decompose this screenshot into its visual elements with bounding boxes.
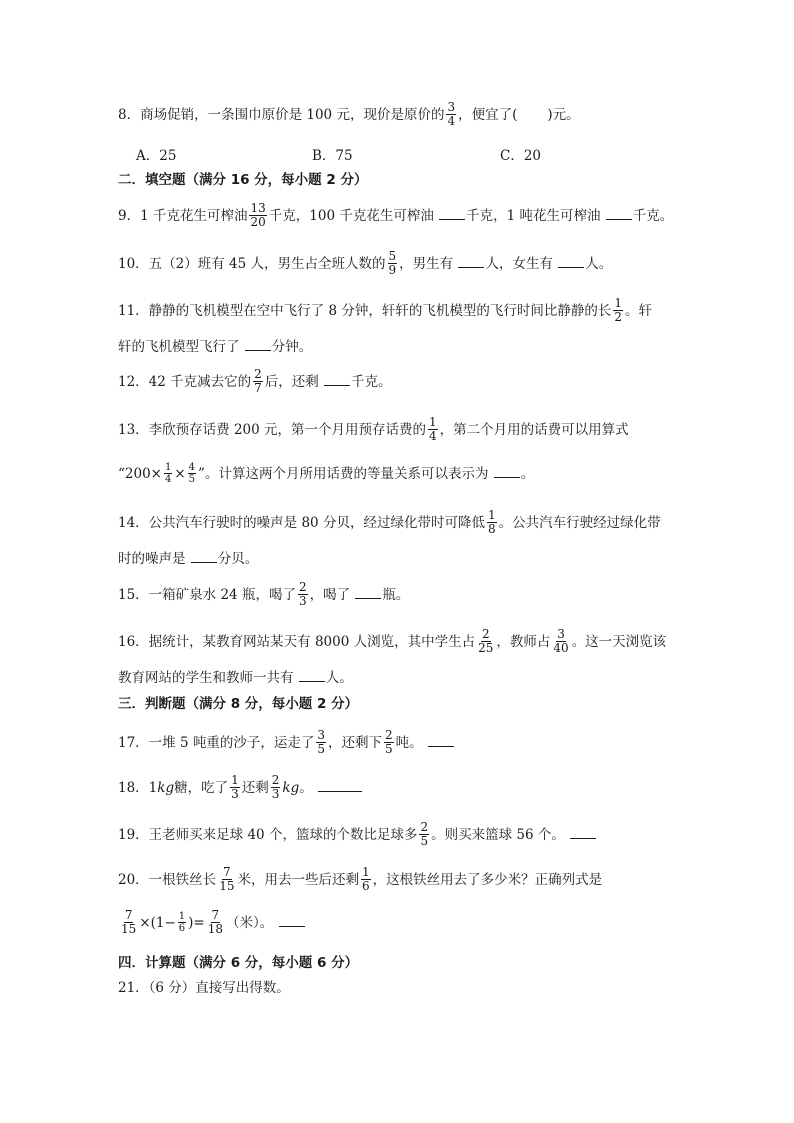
fraction-numerator: 2	[420, 820, 429, 834]
text-run: 后，还剩	[264, 374, 324, 390]
fraction-numerator: 1	[429, 415, 437, 429]
answer-blank[interactable]	[279, 912, 305, 927]
fraction-denominator: 15	[219, 879, 235, 893]
question-18	[118, 775, 363, 802]
text-run: 10．五（2）班有 45 人，男生占全班人数的	[118, 256, 386, 272]
answer-blank[interactable]	[428, 732, 454, 747]
text-run: （米）。	[226, 915, 278, 931]
text-run: 20．一根铁丝长	[118, 872, 217, 888]
text-run: 。轩	[625, 303, 652, 319]
fraction-denominator: 20	[250, 215, 266, 229]
fraction	[120, 909, 137, 936]
fraction	[428, 416, 438, 443]
text-run: 千克。	[632, 208, 674, 224]
question-21: 21．（6 分）直接写出得数。	[118, 980, 290, 996]
fraction-numerator: 5	[388, 249, 397, 263]
answer-blank[interactable]	[245, 336, 271, 351]
text-run: 18．1	[118, 780, 158, 796]
text-run: 12．42 千克减去它的	[118, 374, 252, 390]
answer-blank[interactable]	[191, 548, 217, 563]
fraction-numerator: 1	[178, 911, 186, 922]
fraction-numerator: 2	[385, 728, 393, 742]
fraction	[613, 297, 623, 324]
fraction-numerator: 3	[557, 627, 565, 641]
fraction-numerator: 2	[254, 367, 262, 381]
text-run: 14．公共汽车行驶时的噪声是 80 分贝，经过绿化带时可降低	[118, 515, 485, 531]
text-run: ×(1−	[139, 915, 176, 931]
question-11-cont	[118, 336, 312, 357]
fraction	[271, 774, 281, 801]
question-8	[118, 102, 580, 129]
answer-blank[interactable]	[570, 824, 596, 839]
question-11	[118, 298, 652, 325]
fraction	[419, 821, 429, 848]
fraction-denominator: 2	[614, 310, 622, 324]
text-run: ，还剩下	[328, 735, 382, 751]
text-run: 19．王老师买来足球 40 个，篮球的个数比足球多	[118, 827, 418, 843]
fraction-denominator: 5	[317, 742, 325, 756]
fraction-numerator: 7	[223, 865, 231, 879]
answer-blank[interactable]	[318, 777, 362, 792]
fraction-denominator: 4	[429, 429, 437, 443]
question-20	[118, 867, 602, 894]
fraction	[178, 911, 186, 934]
fraction-denominator: 40	[553, 641, 569, 655]
text-run: )元。	[547, 107, 580, 123]
fraction-denominator: 3	[271, 787, 280, 801]
fraction-denominator: 6	[361, 879, 370, 893]
fraction	[253, 368, 263, 395]
fraction-denominator: 18	[207, 922, 224, 936]
text-run: 。公共汽车行驶经过绿化带	[498, 515, 661, 531]
text-run: 还剩	[241, 780, 269, 796]
answer-blank[interactable]	[324, 371, 350, 386]
fraction-numerator: 1	[231, 773, 239, 787]
answer-blank[interactable]	[355, 584, 381, 599]
option-a: A．25	[136, 148, 177, 164]
fraction-denominator: 6	[178, 923, 186, 934]
answer-blank[interactable]	[558, 253, 584, 268]
question-9	[118, 203, 673, 230]
question-14	[118, 510, 661, 537]
fraction	[218, 866, 235, 893]
fraction-denominator: 9	[388, 263, 397, 277]
text-run: 分贝。	[217, 551, 259, 567]
question-13	[118, 417, 629, 444]
text-run: 千克，100 千克花生可榨油	[268, 208, 439, 224]
text-run: 。	[299, 780, 318, 796]
text-run: 吨。	[395, 735, 427, 751]
text-run: )=	[188, 915, 205, 931]
question-12	[118, 369, 392, 396]
fraction-denominator: 5	[188, 474, 196, 485]
fraction-numerator: 2	[271, 773, 280, 787]
fraction-denominator: 7	[254, 381, 262, 395]
fraction	[446, 101, 456, 128]
text-run: kg	[282, 780, 300, 796]
text-run: ，便宜了(	[458, 107, 518, 123]
fraction	[384, 729, 394, 756]
fraction	[230, 774, 240, 801]
text-run: ”。计算这两个月所用话费的等量关系可以表示为	[198, 466, 493, 482]
question-10	[118, 251, 612, 278]
section-3-title: 三．判断题（满分 8 分，每小题 2 分）	[118, 696, 359, 712]
fraction-numerator: 7	[211, 908, 220, 922]
text-run: 人。	[585, 256, 613, 272]
fraction	[361, 866, 371, 893]
text-run: 15．一箱矿泉水 24 瓶，喝了	[118, 587, 296, 603]
text-run: ，第二个月用的话费可以用算式	[439, 422, 629, 438]
fraction-numerator: 3	[317, 728, 325, 742]
fraction-numerator: 1	[164, 462, 172, 473]
text-run: 千克，1 吨花生可榨油	[466, 208, 605, 224]
text-run: 米，用去一些后还剩	[237, 872, 359, 888]
fraction-numerator: 1	[361, 865, 370, 879]
text-run: ，男生有	[399, 256, 458, 272]
fraction-numerator: 2	[298, 580, 307, 594]
text-run: 。这一天浏览该	[571, 634, 667, 650]
fraction	[487, 509, 497, 536]
fraction-denominator: 4	[447, 114, 456, 128]
fraction-numerator: 3	[447, 100, 456, 114]
fraction-numerator: 7	[124, 908, 133, 922]
text-run: ，教师占	[496, 634, 551, 650]
text-run: 11．静静的飞机模型在空中飞行了 8 分钟，轩轩的飞机模型的飞行时间比静静的长	[118, 303, 612, 319]
text-run: 轩的飞机模型飞行了	[118, 339, 244, 355]
text-run: ，喝了	[309, 587, 355, 603]
option-c: C．20	[500, 148, 542, 164]
fraction	[388, 250, 398, 277]
text-run: 9．1 千克花生可榨油	[118, 208, 248, 224]
text-run: 。	[520, 466, 535, 482]
question-14-cont	[118, 548, 258, 569]
fraction-numerator: 1	[487, 508, 496, 522]
text-run: ×	[174, 466, 186, 482]
question-15	[118, 582, 409, 609]
text-run: 16．据统计，某教育网站某天有 8000 人浏览，其中学生占	[118, 634, 476, 650]
fraction-denominator: 3	[231, 787, 239, 801]
fraction	[316, 729, 326, 756]
text-run: kg	[157, 780, 175, 796]
text-run: 糖，吃了	[174, 780, 229, 796]
answer-blank[interactable]	[606, 205, 632, 220]
fraction-numerator: 1	[614, 296, 622, 310]
text-run: 分钟。	[271, 339, 313, 355]
text-run: 人，女生有	[485, 256, 558, 272]
question-20-expression	[118, 910, 306, 937]
question-19	[118, 822, 597, 849]
text-run: 瓶。	[382, 587, 410, 603]
fraction-numerator: 2	[481, 627, 490, 641]
fraction-denominator: 4	[164, 474, 172, 485]
option-b: B．75	[312, 148, 353, 164]
fraction	[188, 462, 196, 485]
fraction-numerator: 4	[188, 462, 196, 473]
text-run: 17．一堆 5 吨重的沙子，运走了	[118, 735, 315, 751]
fraction-denominator: 5	[385, 742, 393, 756]
answer-blank[interactable]	[458, 253, 484, 268]
fraction	[207, 909, 224, 936]
fraction	[552, 628, 569, 655]
fraction-denominator: 5	[420, 834, 429, 848]
fraction-numerator: 13	[250, 201, 266, 215]
text-run: “200×	[118, 466, 162, 482]
question-16-cont	[118, 667, 353, 688]
section-2-title: 二．填空题（满分 16 分，每小题 2 分）	[118, 172, 368, 188]
question-17	[118, 730, 455, 757]
text-run: 教育网站的学生和教师一共有	[118, 670, 298, 686]
answer-blank[interactable]	[439, 205, 465, 220]
text-run: 8．商场促销，一条围巾原价是 100 元，现价是原价的	[118, 107, 445, 123]
text-run: 13．李欣预存话费 200 元，第一个月用预存话费的	[118, 422, 427, 438]
fraction-denominator: 25	[478, 641, 494, 655]
text-run: 人。	[325, 670, 353, 686]
fraction	[249, 202, 266, 229]
question-16	[118, 629, 666, 656]
fraction-denominator: 15	[121, 922, 137, 936]
text-run: 千克。	[351, 374, 392, 390]
answer-blank[interactable]	[494, 463, 520, 478]
text-run: 时的噪声是	[118, 551, 190, 567]
answer-blank[interactable]	[299, 667, 325, 682]
fraction	[477, 628, 494, 655]
text-run: ，这根铁丝用去了多少米？正确列式是	[372, 872, 603, 888]
question-13-cont	[118, 463, 534, 486]
fraction-denominator: 3	[298, 594, 307, 608]
text-run: 。则买来篮球 56 个。	[431, 827, 570, 843]
section-4-title: 四．计算题（满分 6 分，每小题 6 分）	[118, 955, 359, 971]
fraction	[164, 462, 172, 485]
fraction	[298, 581, 308, 608]
fraction-denominator: 8	[487, 522, 496, 536]
